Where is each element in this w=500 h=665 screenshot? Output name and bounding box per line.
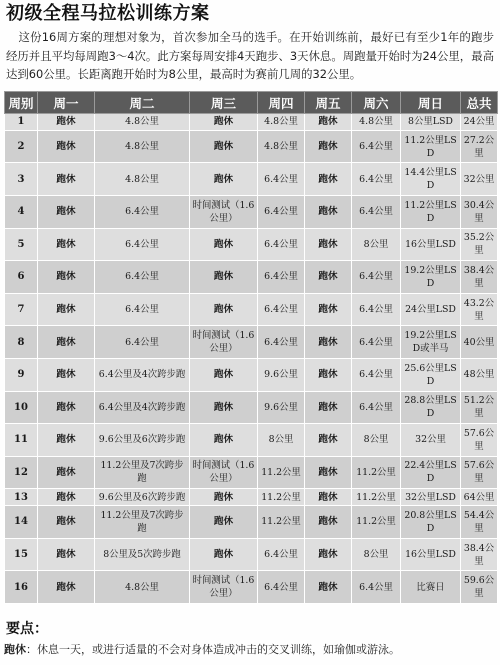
cell-total: 48公里 xyxy=(461,358,498,391)
cell-total: 57.6公里 xyxy=(461,456,498,489)
cell-mon: 跑休 xyxy=(38,456,95,489)
table-row xyxy=(5,326,498,359)
cell-fri: 跑休 xyxy=(305,391,352,424)
cell-sat: 6.4公里 xyxy=(352,293,401,326)
table-row xyxy=(5,114,498,131)
cell-sat: 6.4公里 xyxy=(352,261,401,294)
cell-total: 38.4公里 xyxy=(461,538,498,571)
cell-thu: 9.6公里 xyxy=(258,358,305,391)
cell-wed: 跑休 xyxy=(190,358,258,391)
table-row xyxy=(5,424,498,457)
cell-mon: 跑休 xyxy=(38,196,95,229)
table-row xyxy=(5,163,498,196)
cell-wed: 时间测试（1.6公里） xyxy=(190,196,258,229)
cell-sun: 11.2公里LSD xyxy=(401,196,461,229)
cell-fri: 跑休 xyxy=(305,163,352,196)
table-row xyxy=(5,358,498,391)
cell-sat: 8公里 xyxy=(352,424,401,457)
cell-thu: 6.4公里 xyxy=(258,293,305,326)
cell-tue: 11.2公里及7次跨步跑 xyxy=(95,506,190,539)
cell-total: 27.2公里 xyxy=(461,130,498,163)
cell-fri: 跑休 xyxy=(305,228,352,261)
cell-mon: 跑休 xyxy=(38,228,95,261)
cell-mon: 跑休 xyxy=(38,358,95,391)
cell-wed: 跑休 xyxy=(190,114,258,131)
column-header-sun: 周日 xyxy=(401,92,461,114)
cell-mon: 跑休 xyxy=(38,489,95,506)
cell-mon: 跑休 xyxy=(38,293,95,326)
cell-total: 32公里 xyxy=(461,163,498,196)
table-row xyxy=(5,196,498,229)
cell-tue: 9.6公里及6次跨步跑 xyxy=(95,424,190,457)
cell-thu: 6.4公里 xyxy=(258,228,305,261)
cell-week: 12 xyxy=(5,456,38,489)
cell-tue: 6.4公里及4次跨步跑 xyxy=(95,391,190,424)
cell-wed: 跑休 xyxy=(190,506,258,539)
cell-sun: 19.2公里LSD xyxy=(401,261,461,294)
cell-fri: 跑休 xyxy=(305,293,352,326)
cell-total: 54.4公里 xyxy=(461,506,498,539)
table-row xyxy=(5,293,498,326)
cell-sun: 14.4公里LSD xyxy=(401,163,461,196)
cell-mon: 跑休 xyxy=(38,163,95,196)
key-point-term: 跑休 xyxy=(4,643,26,656)
cell-wed: 时间测试（1.6公里） xyxy=(190,456,258,489)
cell-week: 6 xyxy=(5,261,38,294)
cell-sat: 8公里 xyxy=(352,538,401,571)
cell-week: 5 xyxy=(5,228,38,261)
cell-tue: 6.4公里及4次跨步跑 xyxy=(95,358,190,391)
cell-tue: 6.4公里 xyxy=(95,326,190,359)
cell-fri: 跑休 xyxy=(305,261,352,294)
cell-wed: 跑休 xyxy=(190,391,258,424)
table-header-row xyxy=(5,92,498,114)
column-header-week: 周别 xyxy=(5,92,38,114)
cell-sun: 16公里LSD xyxy=(401,228,461,261)
cell-wed: 时间测试（1.6公里） xyxy=(190,571,258,604)
table-row xyxy=(5,571,498,604)
cell-week: 8 xyxy=(5,326,38,359)
cell-tue: 6.4公里 xyxy=(95,293,190,326)
cell-mon: 跑休 xyxy=(38,506,95,539)
cell-wed: 跑休 xyxy=(190,130,258,163)
column-header-mon: 周一 xyxy=(38,92,95,114)
cell-total: 51.2公里 xyxy=(461,391,498,424)
cell-thu: 9.6公里 xyxy=(258,391,305,424)
cell-tue: 8公里及5次跨步跑 xyxy=(95,538,190,571)
cell-tue: 6.4公里 xyxy=(95,228,190,261)
cell-thu: 8公里 xyxy=(258,424,305,457)
cell-week: 15 xyxy=(5,538,38,571)
cell-sat: 11.2公里 xyxy=(352,506,401,539)
cell-week: 4 xyxy=(5,196,38,229)
cell-sat: 6.4公里 xyxy=(352,163,401,196)
cell-fri: 跑休 xyxy=(305,506,352,539)
cell-sat: 4.8公里 xyxy=(352,114,401,131)
cell-tue: 11.2公里及7次跨步跑 xyxy=(95,456,190,489)
cell-total: 43.2公里 xyxy=(461,293,498,326)
cell-sun: 32公里 xyxy=(401,424,461,457)
cell-fri: 跑休 xyxy=(305,456,352,489)
cell-sun: 比赛日 xyxy=(401,571,461,604)
table-row xyxy=(5,489,498,506)
column-header-wed: 周三 xyxy=(190,92,258,114)
cell-sun: 28.8公里LSD xyxy=(401,391,461,424)
cell-total: 57.6公里 xyxy=(461,424,498,457)
cell-thu: 11.2公里 xyxy=(258,506,305,539)
cell-tue: 4.8公里 xyxy=(95,130,190,163)
table-row xyxy=(5,130,498,163)
cell-sat: 6.4公里 xyxy=(352,326,401,359)
key-points-heading: 要点： xyxy=(6,621,48,637)
cell-mon: 跑休 xyxy=(38,326,95,359)
cell-thu: 6.4公里 xyxy=(258,163,305,196)
column-header-thu: 周四 xyxy=(258,92,305,114)
cell-week: 14 xyxy=(5,506,38,539)
cell-sat: 11.2公里 xyxy=(352,456,401,489)
cell-wed: 跑休 xyxy=(190,538,258,571)
cell-sun: 32公里LSD xyxy=(401,489,461,506)
column-header-fri: 周五 xyxy=(305,92,352,114)
cell-sat: 6.4公里 xyxy=(352,196,401,229)
cell-week: 3 xyxy=(5,163,38,196)
cell-week: 2 xyxy=(5,130,38,163)
cell-mon: 跑休 xyxy=(38,571,95,604)
cell-week: 11 xyxy=(5,424,38,457)
cell-mon: 跑休 xyxy=(38,261,95,294)
cell-thu: 6.4公里 xyxy=(258,538,305,571)
cell-wed: 跑休 xyxy=(190,424,258,457)
key-point-definition: ：休息一天，或进行适量的不会对身体造成冲击的交叉训练，如瑜伽或游泳。 xyxy=(26,643,400,656)
cell-fri: 跑休 xyxy=(305,538,352,571)
cell-mon: 跑休 xyxy=(38,538,95,571)
cell-sat: 6.4公里 xyxy=(352,130,401,163)
cell-fri: 跑休 xyxy=(305,424,352,457)
cell-sat: 8公里 xyxy=(352,228,401,261)
cell-week: 1 xyxy=(5,114,38,131)
training-plan-table xyxy=(4,91,498,604)
cell-mon: 跑休 xyxy=(38,114,95,131)
cell-total: 64公里 xyxy=(461,489,498,506)
cell-fri: 跑休 xyxy=(305,571,352,604)
cell-total: 38.4公里 xyxy=(461,261,498,294)
intro-paragraph: 这份16周方案的理想对象为，首次参加全马的选手。在开始训练前，最好已有至少1年的跑步经历并且平均每周跑3～4次。此方案每周安排4天跑步、3天休息。周跑量开始时为24公里，最高达到60公里。长距离跑开始时为8公里，最高时为赛前几周的32公里。 xyxy=(6,30,494,81)
cell-sun: 16公里LSD xyxy=(401,538,461,571)
page-title: 初级全程马拉松训练方案 xyxy=(6,3,210,24)
table-body xyxy=(5,114,498,604)
cell-total: 35.2公里 xyxy=(461,228,498,261)
cell-fri: 跑休 xyxy=(305,196,352,229)
table-row xyxy=(5,506,498,539)
cell-mon: 跑休 xyxy=(38,130,95,163)
cell-sun: 19.2公里LSD或半马 xyxy=(401,326,461,359)
cell-tue: 6.4公里 xyxy=(95,261,190,294)
cell-sun: 24公里LSD xyxy=(401,293,461,326)
key-point-rest xyxy=(4,641,496,659)
cell-fri: 跑休 xyxy=(305,114,352,131)
cell-week: 16 xyxy=(5,571,38,604)
cell-tue: 4.8公里 xyxy=(95,114,190,131)
cell-tue: 9.6公里及6次跨步跑 xyxy=(95,489,190,506)
cell-fri: 跑休 xyxy=(305,130,352,163)
cell-total: 24公里 xyxy=(461,114,498,131)
cell-fri: 跑休 xyxy=(305,358,352,391)
cell-sat: 6.4公里 xyxy=(352,391,401,424)
cell-week: 10 xyxy=(5,391,38,424)
cell-sun: 11.2公里LSD xyxy=(401,130,461,163)
cell-week: 7 xyxy=(5,293,38,326)
cell-fri: 跑休 xyxy=(305,326,352,359)
cell-thu: 6.4公里 xyxy=(258,196,305,229)
column-header-tue: 周二 xyxy=(95,92,190,114)
cell-total: 30.4公里 xyxy=(461,196,498,229)
cell-sat: 6.4公里 xyxy=(352,571,401,604)
cell-tue: 4.8公里 xyxy=(95,163,190,196)
cell-wed: 跑休 xyxy=(190,489,258,506)
cell-tue: 6.4公里 xyxy=(95,196,190,229)
cell-thu: 6.4公里 xyxy=(258,571,305,604)
table-row xyxy=(5,456,498,489)
cell-wed: 时间测试（1.6公里） xyxy=(190,326,258,359)
cell-thu: 11.2公里 xyxy=(258,456,305,489)
cell-total: 59.6公里 xyxy=(461,571,498,604)
column-header-total: 总共 xyxy=(461,92,498,114)
cell-sun: 20.8公里LSD xyxy=(401,506,461,539)
cell-sun: 8公里LSD xyxy=(401,114,461,131)
cell-wed: 跑休 xyxy=(190,261,258,294)
table-row xyxy=(5,228,498,261)
table-row xyxy=(5,538,498,571)
cell-thu: 6.4公里 xyxy=(258,326,305,359)
cell-thu: 4.8公里 xyxy=(258,114,305,131)
cell-wed: 跑休 xyxy=(190,163,258,196)
cell-fri: 跑休 xyxy=(305,489,352,506)
table-row xyxy=(5,261,498,294)
cell-week: 13 xyxy=(5,489,38,506)
cell-sun: 22.4公里LSD xyxy=(401,456,461,489)
cell-thu: 6.4公里 xyxy=(258,261,305,294)
cell-wed: 跑休 xyxy=(190,293,258,326)
table-row xyxy=(5,391,498,424)
cell-total: 40公里 xyxy=(461,326,498,359)
column-header-sat: 周六 xyxy=(352,92,401,114)
cell-sat: 6.4公里 xyxy=(352,358,401,391)
cell-sat: 11.2公里 xyxy=(352,489,401,506)
cell-tue: 4.8公里 xyxy=(95,571,190,604)
cell-thu: 4.8公里 xyxy=(258,130,305,163)
cell-sun: 25.6公里LSD xyxy=(401,358,461,391)
cell-mon: 跑休 xyxy=(38,424,95,457)
cell-thu: 11.2公里 xyxy=(258,489,305,506)
cell-wed: 跑休 xyxy=(190,228,258,261)
cell-mon: 跑休 xyxy=(38,391,95,424)
cell-week: 9 xyxy=(5,358,38,391)
